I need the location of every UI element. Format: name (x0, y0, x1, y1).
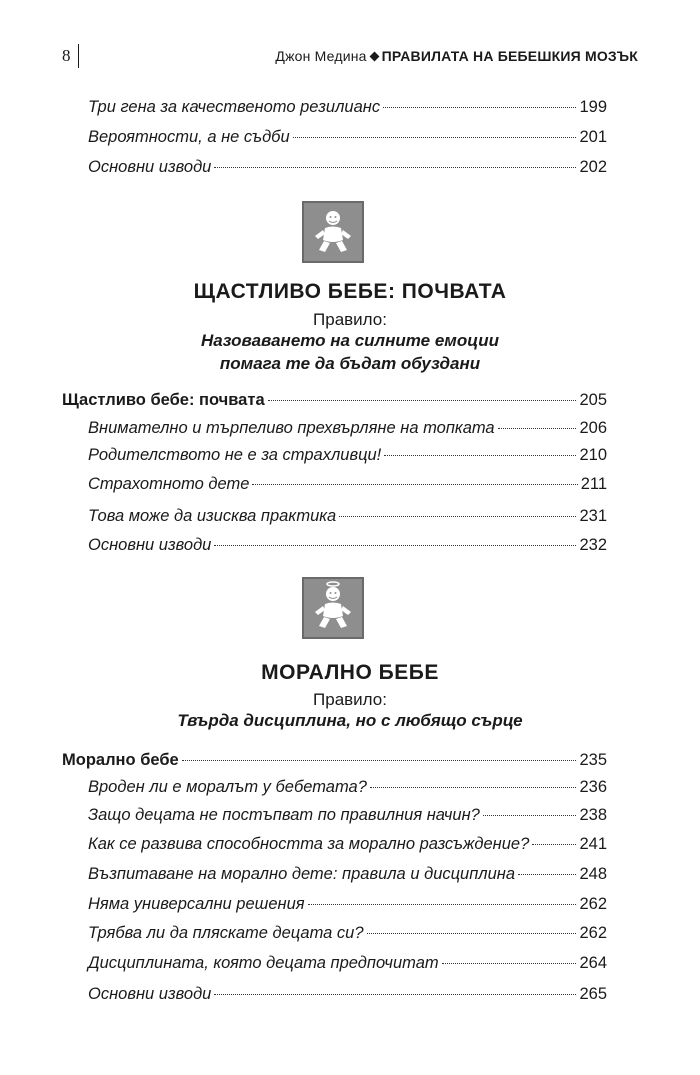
toc-entry-title: Защо децата не постъпват по правилния начин? (88, 806, 480, 824)
toc-entry-page: 241 (579, 835, 607, 853)
toc-entry-title: Няма универсални решения (88, 895, 305, 913)
toc-entry-page: 210 (579, 446, 607, 464)
toc-entry (88, 895, 607, 914)
leader-dots (252, 484, 577, 485)
toc-entry-page: 206 (579, 419, 607, 437)
leader-dots (367, 933, 577, 934)
toc-entry (88, 536, 607, 555)
section-title-happy: ЩАСТЛИВО БЕБЕ: ПОЧВАТА (193, 280, 507, 303)
toc-entry (88, 954, 607, 973)
page-number: 8 (62, 46, 71, 65)
leader-dots (370, 787, 577, 788)
leader-dots (308, 904, 577, 905)
rule-label: Правило: (313, 690, 387, 709)
running-title (275, 48, 638, 64)
toc-entry-title: Внимателно и търпеливо прехвърляне на топката (88, 419, 495, 437)
toc-entry-page: 205 (579, 391, 607, 409)
running-header (62, 46, 638, 68)
toc-main-entry (62, 751, 607, 770)
toc-entry-page: 236 (579, 778, 607, 796)
toc-entry-title: Как се развива способността за морално разсъждение? (88, 835, 530, 853)
toc-entry-title: Основни изводи (88, 985, 212, 1003)
toc-entry-title: Щастливо бебе: почвата (62, 391, 265, 409)
toc-main-entry (62, 391, 607, 410)
toc-entry (88, 419, 607, 438)
leader-dots (532, 844, 576, 845)
toc-entry (88, 98, 607, 117)
rule-text-line2: помага те да бъдат обуздани (219, 354, 481, 373)
rule-text-line1: Назоваването на силните емоции (200, 331, 500, 350)
toc-entry-page: 199 (579, 98, 607, 116)
leader-dots (293, 137, 577, 138)
toc-entry (88, 806, 607, 825)
leader-dots (442, 963, 577, 964)
toc-entry-page: 238 (579, 806, 607, 824)
leader-dots (339, 516, 576, 517)
toc-entry-page: 262 (579, 895, 607, 913)
toc-entry-page: 265 (579, 985, 607, 1003)
toc-entry-title: Три гена за качественото резилианс (88, 98, 381, 116)
toc-entry-page: 262 (579, 924, 607, 942)
toc-entry-page: 211 (580, 475, 607, 493)
toc-entry-title: Вероятности, а не съдби (88, 128, 290, 146)
rule-text-line1: Твърда дисциплина, но с любящо сърце (177, 711, 523, 730)
toc-entry (88, 446, 607, 465)
toc-entry-page: 201 (579, 128, 607, 146)
author-name: Джон Медина (275, 48, 367, 64)
toc-entry (88, 835, 607, 854)
toc-entry (88, 475, 607, 494)
header-divider (78, 44, 79, 68)
angel-baby-icon (301, 576, 365, 640)
toc-entry (88, 158, 607, 177)
toc-entry-title: Възпитаване на морално дете: правила и дисциплина (88, 865, 516, 883)
baby-icon (301, 200, 365, 264)
section-title-moral: МОРАЛНО БЕБЕ (261, 661, 439, 684)
leader-dots (483, 815, 577, 816)
toc-entry-title: Основни изводи (88, 158, 212, 176)
leader-dots (498, 428, 577, 429)
leader-dots (383, 107, 576, 108)
toc-entry-page: 235 (579, 751, 607, 769)
leader-dots (384, 455, 576, 456)
toc-entry-title: Вроден ли е моралът у бебетата? (88, 778, 367, 796)
toc-entry (88, 128, 607, 147)
toc-entry (88, 985, 607, 1004)
toc-entry-page: 248 (579, 865, 607, 883)
toc-entry-page: 202 (579, 158, 607, 176)
toc-entry-title: Родителството не е за страхливци! (88, 446, 382, 464)
toc-entry-title: Основни изводи (88, 536, 212, 554)
leader-dots (214, 167, 576, 168)
leader-dots (268, 400, 577, 401)
toc-entry-title: Морално бебе (62, 751, 179, 769)
toc-entry-page: 231 (579, 507, 607, 525)
toc-entry-title: Трябва ли да пляскате децата си? (88, 924, 364, 942)
rule-label: Правило: (313, 310, 387, 329)
leader-dots (214, 994, 576, 995)
toc-entry-title: Дисциплината, която децата предпочитат (88, 954, 439, 972)
toc-entry (88, 507, 607, 526)
toc-entry (88, 924, 607, 943)
leader-dots (214, 545, 576, 546)
toc-entry-page: 232 (579, 536, 607, 554)
toc-entry-title: Това може да изисква практика (88, 507, 337, 525)
diamond-icon (369, 52, 379, 62)
toc-entry-page: 264 (579, 954, 607, 972)
leader-dots (518, 874, 576, 875)
toc-entry-title: Страхотното дете (88, 475, 250, 493)
toc-entry (88, 778, 607, 797)
leader-dots (182, 760, 577, 761)
book-title: ПРАВИЛАТА НА БЕБЕШКИЯ МОЗЪК (381, 48, 638, 64)
toc-entry (88, 865, 607, 884)
